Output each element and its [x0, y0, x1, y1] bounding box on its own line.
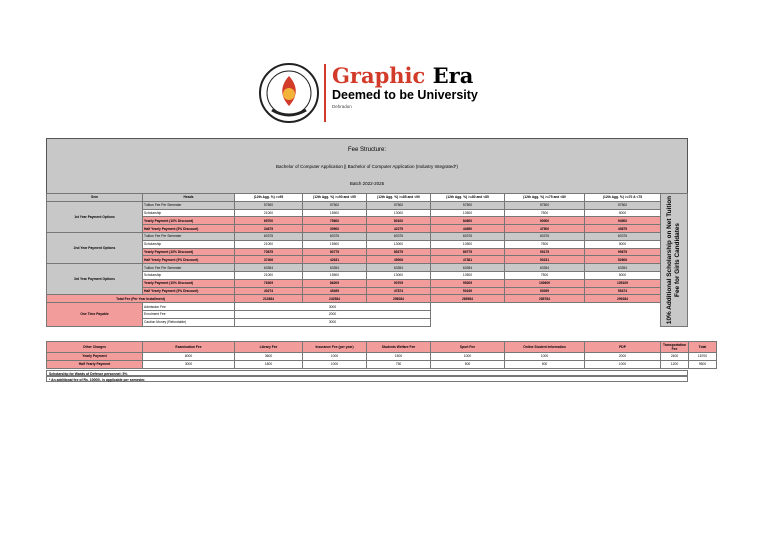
blank-cell — [431, 310, 661, 318]
other-charge-value: 500 — [505, 360, 585, 368]
total-value: 285784 — [505, 295, 585, 303]
column-header: (12th Agg. %) >=70 & <75 — [585, 194, 661, 202]
other-charge-value: 1500 — [367, 353, 431, 361]
fee-value: 85275 — [367, 248, 431, 256]
fee-value: 7500 — [505, 209, 585, 217]
other-charge-value: 750 — [367, 360, 431, 368]
fee-value: 5000 — [585, 209, 661, 217]
fee-value: 47381 — [431, 256, 505, 264]
fee-value: 13000 — [367, 271, 431, 279]
table-row — [47, 264, 661, 272]
one-time-label: One Time Payable — [47, 303, 143, 326]
fee-value: 42275 — [367, 225, 431, 233]
total-value: 212884 — [235, 295, 303, 303]
other-charge-value: 1800 — [235, 360, 303, 368]
fee-value: 10500 — [431, 209, 505, 217]
fee-value: 63394 — [367, 264, 431, 272]
column-header: (12th Agg. %) >=90 and <95 — [303, 194, 367, 202]
row-head: Half Yearly Payment (5% Discount) — [143, 287, 235, 295]
other-charge-header: Sport Fee — [431, 342, 505, 353]
fee-value: 63394 — [431, 264, 505, 272]
fee-value: 21000 — [235, 271, 303, 279]
row-head: Scholarship — [143, 271, 235, 279]
total-value: 299284 — [585, 295, 661, 303]
fee-sheet — [46, 138, 708, 382]
fee-value: 60375 — [303, 232, 367, 240]
brand-name-part1: Graphic — [332, 63, 433, 88]
fee-value: 89775 — [431, 248, 505, 256]
fee-header — [46, 138, 688, 195]
fee-value: 39900 — [303, 225, 367, 233]
row-head: Half Yearly Payment (5% Discount) — [143, 256, 235, 264]
other-charge-value: 1000 — [505, 353, 585, 361]
fee-value: 49875 — [585, 225, 661, 233]
other-row — [47, 353, 717, 361]
fee-value: 40274 — [235, 287, 303, 295]
other-charge-value: 9500 — [689, 360, 717, 368]
fee-value: 52606 — [585, 256, 661, 264]
fee-value: 63394 — [303, 264, 367, 272]
column-header: (12th Agg. %) >=85 and <90 — [367, 194, 431, 202]
fee-value: 42631 — [303, 256, 367, 264]
other-charge-header: Online Student Information — [505, 342, 585, 353]
total-value: 242584 — [303, 295, 367, 303]
fee-value: 75600 — [303, 217, 367, 225]
other-charge-value: 1000 — [303, 353, 367, 361]
fee-value: 47874 — [367, 287, 431, 295]
fee-value: 105109 — [585, 279, 661, 287]
other-charge-value: 3000 — [143, 360, 235, 368]
year-label: 3rd Year Payment Options — [47, 264, 143, 295]
fee-value: 50249 — [431, 287, 505, 295]
fee-value: 21000 — [235, 240, 303, 248]
other-charge-value: 1000 — [585, 360, 661, 368]
university-seal-logo — [258, 62, 320, 124]
fee-value: 7500 — [505, 271, 585, 279]
one-time-value: 3000 — [235, 303, 431, 311]
other-charge-value: 1000 — [431, 353, 505, 361]
other-charge-value: 18700 — [689, 353, 717, 361]
other-charge-value: 3600 — [235, 353, 303, 361]
other-header-row — [47, 342, 717, 353]
fee-value: 57500 — [303, 201, 367, 209]
one-time-row — [47, 303, 661, 311]
fee-value: 95209 — [431, 279, 505, 287]
side-note-text: 10% Additional Scholarship on Net Tuition Fee for Girls Candidates — [666, 195, 681, 325]
note-additional-fee: * An additional fee of Rs. 10000/- is applicable per semester. — [46, 376, 688, 382]
fee-value: 63394 — [235, 264, 303, 272]
fee-value: 44650 — [431, 225, 505, 233]
brand-tagline: Deemed to be University — [332, 88, 478, 102]
fee-value: 76309 — [235, 279, 303, 287]
fee-value: 95175 — [505, 248, 585, 256]
table-row — [47, 232, 661, 240]
fee-value: 86209 — [303, 279, 367, 287]
fee-value: 34675 — [235, 225, 303, 233]
row-head: Scholarship — [143, 240, 235, 248]
fee-value: 13000 — [367, 240, 431, 248]
column-header: (12th Agg. %) >=75 and <80 — [505, 194, 585, 202]
fee-value: 90709 — [367, 279, 431, 287]
fee-value: 90000 — [505, 217, 585, 225]
brand-city: Dehradun — [332, 104, 352, 109]
other-row-label: Half Yearly Payment — [47, 360, 143, 368]
year-label: 2nd Year Payment Options — [47, 232, 143, 263]
one-time-value: 3000 — [235, 318, 431, 326]
fee-value: 57500 — [367, 201, 431, 209]
row-head: Yearly Payment (10% Discount) — [143, 217, 235, 225]
column-header: (12th Agg. %) >=80 and <85 — [431, 194, 505, 202]
heads-header: Heads — [143, 194, 235, 202]
brand-name-part2: Era — [432, 63, 474, 88]
fee-title: Fee Structure: — [347, 147, 386, 153]
blank-cell — [431, 303, 661, 311]
batch-label: Batch 2022-2025 — [349, 181, 385, 186]
other-charge-header: Transportation Fee — [661, 342, 689, 353]
fee-value: 80775 — [303, 248, 367, 256]
table-row — [47, 201, 661, 209]
one-time-item: Admission Fee — [143, 303, 235, 311]
fee-value: 63394 — [505, 264, 585, 272]
brand-block — [324, 64, 478, 122]
other-charge-header: Examination Fee — [143, 342, 235, 353]
row-head: Yearly Payment (10% Discount) — [143, 248, 235, 256]
row-head: Tuition Fee Per Semester — [143, 232, 235, 240]
fee-value: 57500 — [235, 201, 303, 209]
fee-value: 5000 — [585, 271, 661, 279]
fee-value: 13000 — [367, 209, 431, 217]
other-charges-table — [46, 341, 717, 369]
other-charge-header: Total — [689, 342, 717, 353]
fee-value: 60375 — [585, 232, 661, 240]
fee-value: 53099 — [505, 287, 585, 295]
other-row — [47, 360, 717, 368]
row-head: Tuition Fee Per Semester — [143, 264, 235, 272]
column-header: (12th Agg. %) >=95 — [235, 194, 303, 202]
fee-value: 84600 — [431, 217, 505, 225]
other-charge-value: 1000 — [303, 360, 367, 368]
fee-value: 60375 — [431, 232, 505, 240]
sem-header: Sem — [47, 194, 143, 202]
other-charge-header: PDP — [585, 342, 661, 353]
one-time-value: 2000 — [235, 310, 431, 318]
header-row — [47, 194, 661, 202]
other-charge-value: 2400 — [661, 353, 689, 361]
fee-value: 57500 — [431, 201, 505, 209]
fee-value: 99675 — [585, 248, 661, 256]
fee-value: 47500 — [505, 225, 585, 233]
year-label: 1st Year Payment Options — [47, 201, 143, 232]
other-charge-value: 1200 — [661, 360, 689, 368]
other-charge-header: Insurance Fee (per year) — [303, 342, 367, 353]
fee-value: 80100 — [367, 217, 431, 225]
other-charge-header: Students Welfare Fee — [367, 342, 431, 353]
fee-value: 60375 — [367, 232, 431, 240]
fee-value: 94500 — [585, 217, 661, 225]
program-name: Bachelor of Computer Application || Bachelor of Computer Application (Industry Integrated*) — [276, 164, 458, 169]
other-charge-header: Library Fee — [235, 342, 303, 353]
fee-value: 57500 — [585, 201, 661, 209]
fee-value: 5000 — [585, 240, 661, 248]
blank-cell — [431, 318, 661, 326]
total-label: Total Fee (Per Year Installment) — [47, 295, 235, 303]
fee-value: 10500 — [431, 240, 505, 248]
fee-value: 45499 — [303, 287, 367, 295]
total-value: 256084 — [367, 295, 431, 303]
total-row — [47, 295, 661, 303]
fee-value: 55474 — [585, 287, 661, 295]
other-row-label: Yearly Payment — [47, 353, 143, 361]
fee-value: 15500 — [303, 271, 367, 279]
fee-value: 60375 — [235, 232, 303, 240]
other-charge-value: 2000 — [585, 353, 661, 361]
other-charges-label: Other Charges — [47, 342, 143, 353]
fee-value: 100609 — [505, 279, 585, 287]
scholarship-side-note — [660, 193, 688, 327]
other-charge-value: 500 — [431, 360, 505, 368]
fee-table — [46, 193, 661, 327]
fee-value: 50231 — [505, 256, 585, 264]
note-defence: Scholarship for Wards of Defence personnel: 5% — [46, 370, 688, 376]
fee-value: 21000 — [235, 209, 303, 217]
one-time-item: Caution Money (Refundable) — [143, 318, 235, 326]
fee-value: 57500 — [505, 201, 585, 209]
fee-value: 63394 — [585, 264, 661, 272]
fee-value: 15500 — [303, 240, 367, 248]
fee-value: 60375 — [505, 232, 585, 240]
other-charge-value: 6000 — [143, 353, 235, 361]
fee-value: 45006 — [367, 256, 431, 264]
row-head: Yearly Payment (10% Discount) — [143, 279, 235, 287]
fee-value: 7500 — [505, 240, 585, 248]
row-head: Tuition Fee Per Semester — [143, 201, 235, 209]
row-head: Half Yearly Payment (5% Discount) — [143, 225, 235, 233]
fee-value: 37406 — [235, 256, 303, 264]
fee-value: 10500 — [431, 271, 505, 279]
fee-value: 70875 — [235, 248, 303, 256]
row-head: Scholarship — [143, 209, 235, 217]
one-time-item: Enrolment Fee — [143, 310, 235, 318]
fee-value: 65700 — [235, 217, 303, 225]
brand-name — [332, 64, 478, 88]
fee-value: 15500 — [303, 209, 367, 217]
total-value: 269584 — [431, 295, 505, 303]
